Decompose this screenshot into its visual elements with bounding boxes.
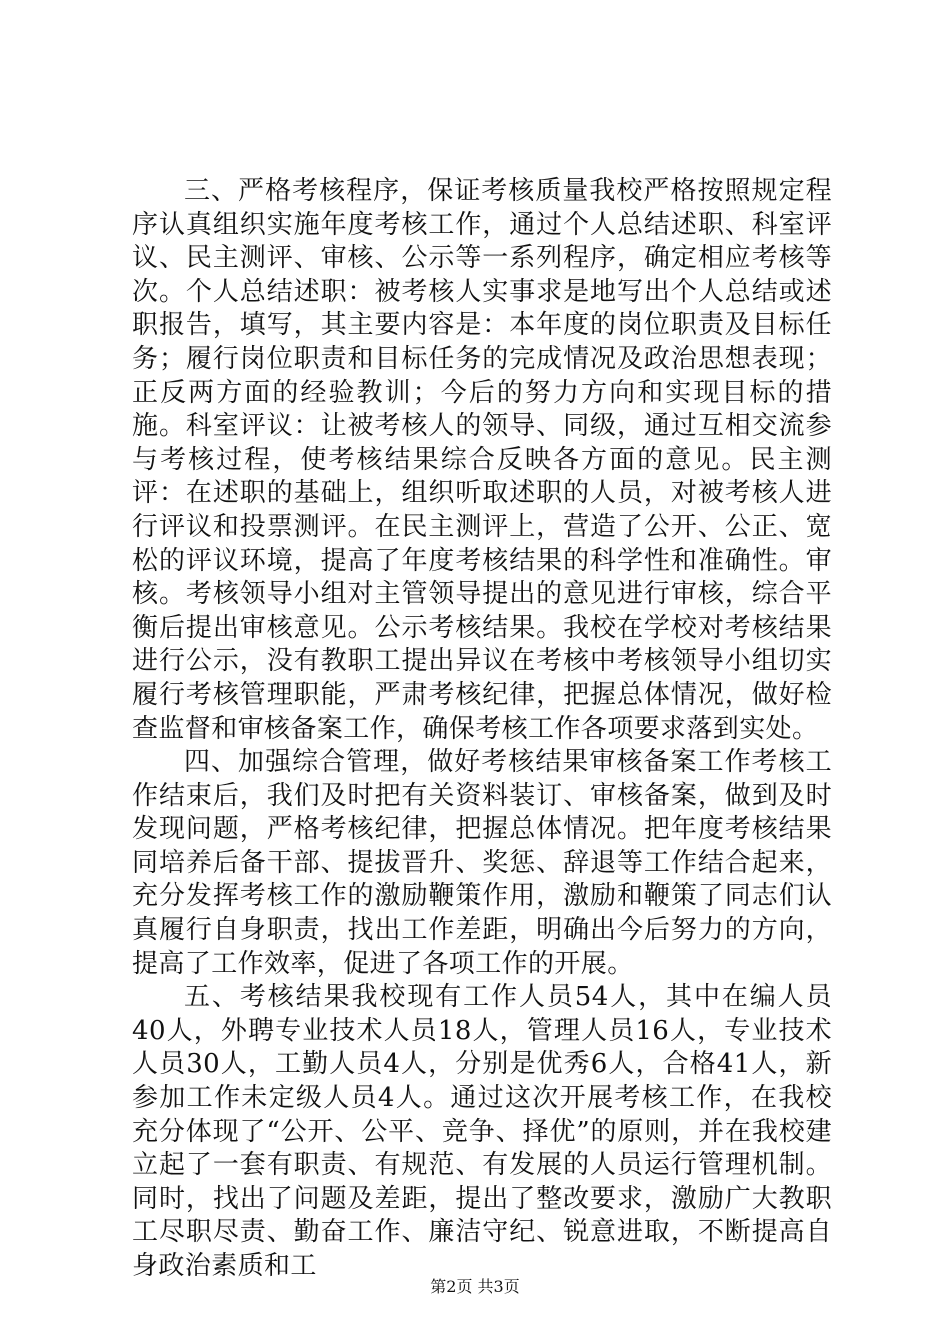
paragraph-section-four: 四、加强综合管理，做好考核结果审核备案工作考核工作结束后，我们及时把有关资料装订、审核备案，做到及时发现问题，严格考核纪律，把握总体情况。把年度考核结果同培养后备干部、提拔晋升、奖惩、辞退等工作结合起来，充分发挥考核工作的激励鞭策作用，激励和鞭策了同志们认真履行自身职责，找出工作差距，明确出今后努力的方向，提高了工作效率，促进了各项工作的开展。 — [132, 747, 832, 979]
paragraph-section-five: 五、考核结果我校现有工作人员54人，其中在编人员40人，外聘专业技术人员18人，管理人员16人，专业技术人员30人，工勤人员4人，分别是优秀6人，合格41人，新参加工作未定级人员4人。通过这次开展考核工作，在我校充分体现了“公开、公平、竞争、择优”的原则，并在我校建立起了一套有职责、有规范、有发展的人员运行管理机制。同时，找出了问题及差距，提出了整改要求，激励广大教职工尽职尽责、勤奋工作、廉洁守纪、锐意进取，不断提高自身政治素质和工 — [132, 982, 832, 1281]
page-number-footer: 第2页 共3页 — [430, 1277, 520, 1296]
document-body — [132, 175, 832, 1284]
paragraph-section-three: 三、严格考核程序，保证考核质量我校严格按照规定程序认真组织实施年度考核工作，通过个人总结述职、科室评议、民主测评、审核、公示等一系列程序，确定相应考核等次。个人总结述职：被考核人实事求是地写出个人总结或述职报告，填写，其主要内容是：本年度的岗位职责及目标任务；履行岗位职责和目标任务的完成情况及政治思想表现；正反两方面的经验教训；今后的努力方向和实现目标的措施。科室评议：让被考核人的领导、同级，通过互相交流参与考核过程，使考核结果综合反映各方面的意见。民主测评：在述职的基础上，组织听取述职的人员，对被考核人进行评议和投票测评。在民主测评上，营造了公开、公正、宽松的评议环境，提高了年度考核结果的科学性和准确性。审核。考核领导小组对主管领导提出的意见进行审核，综合平衡后提出审核意见。公示考核结果。我校在学校对考核结果进行公示，没有教职工提出异议在考核中考核领导小组切实履行考核管理职能，严肃考核纪律，把握总体情况，做好检查监督和审核备案工作，确保考核工作各项要求落到实处。 — [132, 176, 832, 744]
